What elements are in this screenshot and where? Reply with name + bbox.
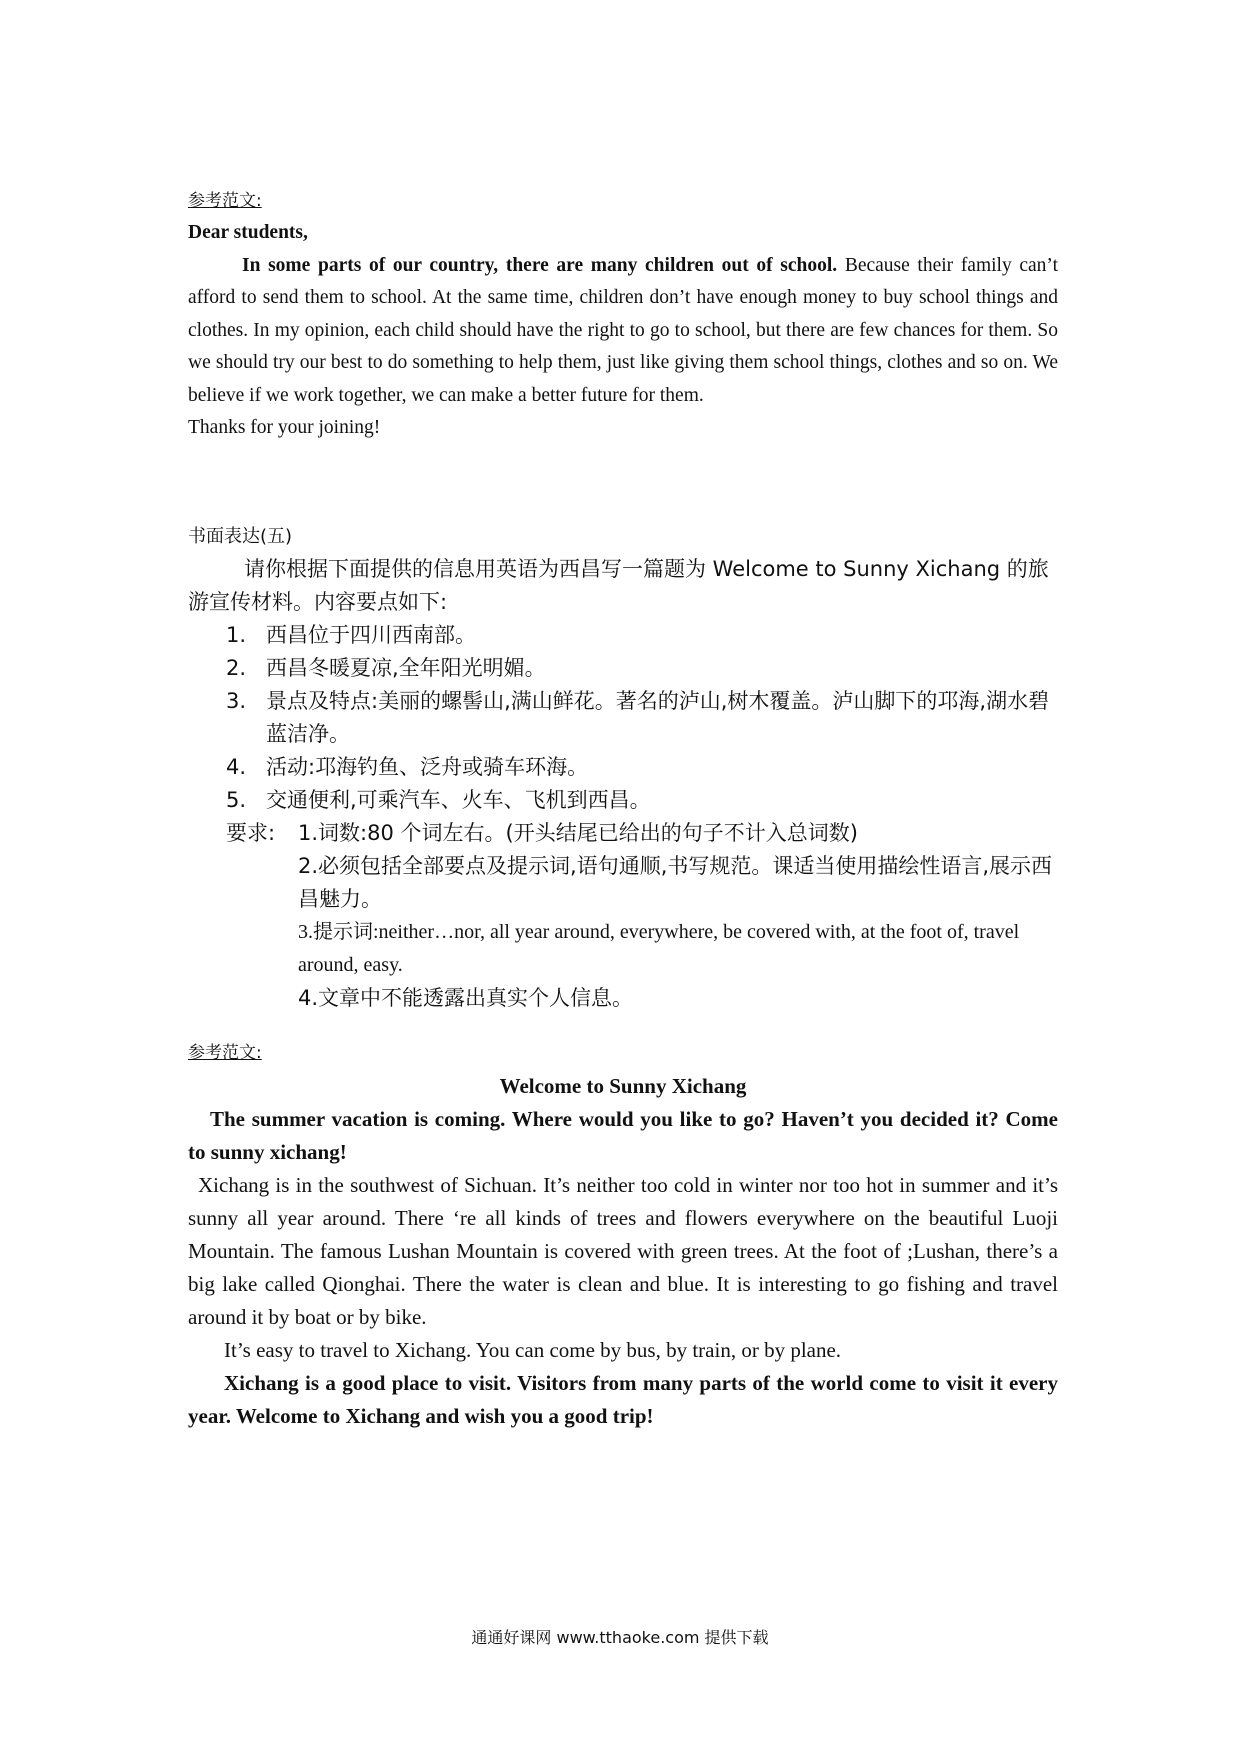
point-number: 5. (226, 787, 247, 812)
reference-label-2: 参考范文: (188, 1042, 262, 1063)
essay-ending: Xichang is a good place to visit. Visitors from many parts of the world come to visit it every year. Welcome to Xichang and wish you a good trip! (188, 1370, 1058, 1428)
task-point (188, 652, 1058, 685)
essay-opening: The summer vacation is coming. Where would you like to go? Haven’t you decided it? Come to sunny xichang! (188, 1106, 1058, 1164)
letter-greeting: Dear students, (188, 222, 308, 243)
requirement-3: 3.提示词:neither…nor, all year around, everywhere, be covered with, at the foot of, travel around, easy. (298, 920, 1020, 976)
letter-paragraph (188, 250, 1058, 413)
letter-paragraph-bold: In some parts of our country, there are many children out of school. (242, 254, 838, 276)
point-text: 活动:邛海钓鱼、泛舟或骑车环海。 (266, 754, 589, 779)
requirement-4: 4.文章中不能透露出真实个人信息。 (298, 985, 634, 1010)
essay-title: Welcome to Sunny Xichang (499, 1073, 747, 1098)
point-number: 2. (226, 655, 247, 680)
point-text: 交通便利,可乘汽车、火车、飞机到西昌。 (266, 787, 651, 812)
point-text: 景点及特点:美丽的螺髻山,满山鲜花。著名的泸山,树木覆盖。泸山脚下的邛海,湖水碧蓝洁净。 (266, 688, 1050, 746)
essay-body-2: It’s easy to travel to Xichang. You can come by bus, by train, or by plane. (224, 1337, 842, 1362)
document-page (188, 185, 1058, 1433)
requirements-label: 要求: (226, 820, 276, 845)
task-point (188, 619, 1058, 652)
writing-task-heading: 书面表达(五) (188, 525, 293, 547)
point-text: 西昌冬暖夏凉,全年阳光明媚。 (266, 655, 546, 680)
task-intro: 请你根据下面提供的信息用英语为西昌写一篇题为 Welcome to Sunny Xichang 的旅游宣传材料。内容要点如下: (188, 556, 1049, 614)
point-text: 西昌位于四川西南部。 (266, 622, 476, 647)
letter-closing: Thanks for your joining! (188, 417, 381, 438)
point-number: 3. (226, 688, 247, 713)
requirement-1: 1.词数:80 个词左右。(开头结尾已给出的句子不计入总词数) (298, 820, 858, 845)
task-point (188, 685, 1058, 751)
task-point (188, 751, 1058, 784)
requirements (188, 817, 1058, 850)
essay-body-1: Xichang is in the southwest of Sichuan. It’s neither too cold in winter nor too hot in summer and it’s sunny all year around. There ‘re all kinds of trees and flowers everywhere on the beautiful Luoji Mountain. The famous Lushan Mountain is covered with green trees. At the foot of ;Lushan, there’s a big lake called Qionghai. There the water is clean and blue. It is interesting to go fishing and travel around it by boat or by bike. (188, 1172, 1058, 1329)
reference-label: 参考范文: (188, 191, 262, 211)
point-number: 1. (226, 622, 247, 647)
point-number: 4. (226, 754, 247, 779)
letter-paragraph-rest: Because their family can’t afford to send them to school. At the same time, children don’t have enough money to buy school things and clothes. In my opinion, each child should have the right to go to school, but there are few chances for them. So we should try our best to do something to help them, just like giving them school things, clothes and so on. We believe if we work together, we can make a better future for them. (188, 254, 1058, 406)
task-point (188, 784, 1058, 817)
requirement-2: 2.必须包括全部要点及提示词,语句通顺,书写规范。课适当使用描绘性语言,展示西昌魅力。 (298, 853, 1053, 911)
page-footer: 通通好课网 www.tthaoke.com 提供下载 (471, 1628, 769, 1647)
